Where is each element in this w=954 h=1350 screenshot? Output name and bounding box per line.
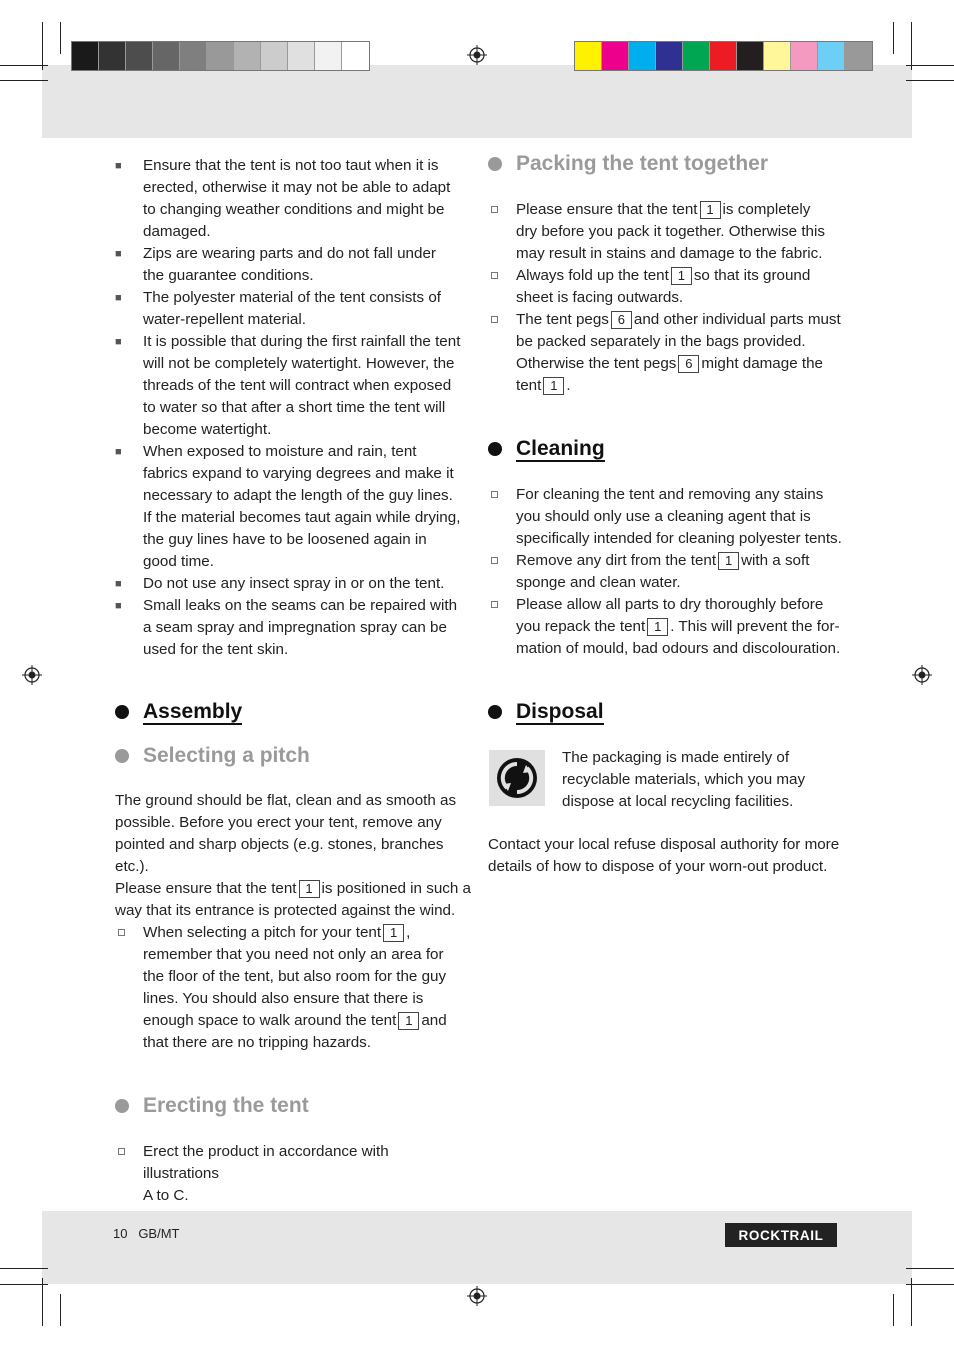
list-item: ■ Do not use any insect spray in or on the tent. xyxy=(115,573,467,595)
green-dot-recycling-icon xyxy=(489,750,545,806)
erecting-heading: Erecting the tent xyxy=(115,1093,309,1119)
ref-number-box: 1 xyxy=(647,618,668,636)
checkbox-square-icon xyxy=(491,557,498,564)
registration-mark-icon xyxy=(467,45,487,65)
pitch-item: When selecting a pitch for your tent 1 , remember that you need not only an area for the floor of the tent, but also room for the guy lines. You should also ensure that there is enough space to walk around the tent 1 and that there are no tripping hazards. xyxy=(115,922,467,1054)
color-swatch xyxy=(683,42,710,70)
packing-list: Please ensure that the tent 1 is completely dry before you pack it together. Otherwise this may result in stains and damage to the fabric. Always fold up the tent 1 so that its ground sheet is facing outwards. The tent pegs 6 and other individual parts must be packed separately in the bags provided. Otherwise the tent pegs 6 might damage the tent 1 . xyxy=(488,199,848,397)
grayscale-swatch-bar xyxy=(71,41,370,71)
gray-swatch xyxy=(234,42,261,70)
color-swatch xyxy=(737,42,764,70)
square-bullet-icon: ■ xyxy=(115,248,122,260)
ref-number-box: 1 xyxy=(383,924,404,942)
square-bullet-icon: ■ xyxy=(115,292,122,304)
bullet-dot-icon xyxy=(115,705,129,719)
ref-number-box: 1 xyxy=(671,267,692,285)
registration-mark-icon xyxy=(22,665,42,685)
square-bullet-icon: ■ xyxy=(115,578,122,590)
ref-number-box: 1 xyxy=(398,1012,419,1030)
disposal-contact-text: Contact your local refuse disposal authority for more details of how to dispose of your worn-out product. xyxy=(488,836,840,875)
color-swatch-bar xyxy=(574,41,873,71)
color-swatch xyxy=(791,42,818,70)
ref-number-box: 6 xyxy=(678,355,699,373)
erect-item: Erect the product in accordance with illustrations A to C. xyxy=(115,1141,467,1207)
color-swatch xyxy=(629,42,656,70)
registration-mark-icon xyxy=(912,665,932,685)
gray-swatch xyxy=(99,42,126,70)
color-swatch xyxy=(818,42,845,70)
bullet-dot-icon xyxy=(488,705,502,719)
checkbox-square-icon xyxy=(491,316,498,323)
gray-swatch xyxy=(153,42,180,70)
disposal-text: The packaging is made entirely of recyclable materials, which you may dispose at local recycling facilities. xyxy=(562,749,806,810)
gray-swatch xyxy=(288,42,315,70)
color-swatch xyxy=(845,42,872,70)
pitch-paragraph: The ground should be flat, clean and as smooth as possible. Before you erect your tent, remove any pointed and sharp objects (e.g. stones, branches etc.). Please ensure that the tent 1 is positioned in such a way that its entrance is protected against the wind. xyxy=(115,792,471,919)
square-bullet-icon: ■ xyxy=(115,446,122,458)
ref-number-box: 1 xyxy=(299,880,320,898)
gray-swatch xyxy=(207,42,234,70)
registration-mark-icon xyxy=(467,1286,487,1306)
square-bullet-icon: ■ xyxy=(115,160,122,172)
list-item: ■ The polyester material of the tent consists of water-repellent material. xyxy=(115,289,441,328)
checkbox-square-icon xyxy=(491,491,498,498)
ref-number-box: 1 xyxy=(700,201,721,219)
gray-swatch xyxy=(261,42,288,70)
page-number: 10 GB/MT xyxy=(113,1226,180,1241)
footer-band xyxy=(42,1211,912,1284)
bullet-dot-icon xyxy=(115,1099,129,1113)
color-swatch xyxy=(764,42,791,70)
list-item: ■ Ensure that the tent is not too taut when it is erected, otherwise it may not be able to adapt to changing weather conditions and might be damaged. xyxy=(115,157,451,240)
checkbox-square-icon xyxy=(491,272,498,279)
list-item: ■ When exposed to moisture and rain, tent fabrics expand to varying degrees and make it necessary to adapt the length of the guy lines. If the material becomes taut again while drying, the guy lines have to be loosened again in good time. xyxy=(115,443,461,570)
color-swatch xyxy=(710,42,737,70)
gray-swatch xyxy=(180,42,207,70)
color-swatch xyxy=(602,42,629,70)
gray-swatch xyxy=(342,42,369,70)
bullet-dot-icon xyxy=(488,442,502,456)
selecting-pitch-heading: Selecting a pitch xyxy=(115,743,310,769)
packing-heading: Packing the tent together xyxy=(488,151,768,177)
color-swatch xyxy=(575,42,602,70)
square-bullet-icon: ■ xyxy=(115,336,122,348)
safety-notes-list xyxy=(115,155,467,661)
checkbox-square-icon xyxy=(118,1148,125,1155)
cleaning-heading: Cleaning xyxy=(488,436,605,462)
color-swatch xyxy=(656,42,683,70)
header-band xyxy=(42,65,912,138)
gray-swatch xyxy=(126,42,153,70)
list-item: ■ Small leaks on the seams can be repaired with a seam spray and impregnation spray can be used for the tent skin. xyxy=(115,597,458,658)
gray-swatch xyxy=(315,42,342,70)
bullet-dot-icon xyxy=(115,749,129,763)
checkbox-square-icon xyxy=(118,929,125,936)
ref-number-box: 6 xyxy=(611,311,632,329)
checkbox-square-icon xyxy=(491,601,498,608)
checkbox-square-icon xyxy=(491,206,498,213)
list-item: ■ It is possible that during the first rainfall the tent will not be completely watertight. However, the threads of the tent will contract when exposed to water so that after a short time the tent will become watertight. xyxy=(115,333,461,438)
disposal-heading: Disposal xyxy=(488,699,604,725)
square-bullet-icon: ■ xyxy=(115,600,122,612)
list-item: ■ Zips are wearing parts and do not fall under the guarantee conditions. xyxy=(115,245,436,284)
assembly-heading: Assembly xyxy=(115,699,242,725)
rocktrail-logo: ROCKTRAIL xyxy=(725,1223,837,1247)
ref-number-box: 1 xyxy=(543,377,564,395)
ref-number-box: 1 xyxy=(718,552,739,570)
gray-swatch xyxy=(72,42,99,70)
bullet-dot-icon xyxy=(488,157,502,171)
cleaning-list: For cleaning the tent and removing any stains you should only use a cleaning agent that is specifically intended for cleaning polyester tents. Remove any dirt from the tent 1 with a soft sponge and clean water. Please allow all parts to dry thoroughly before you repack the tent 1 . This will prevent the for- mation of mould, bad odours and discolouration. xyxy=(488,484,848,660)
